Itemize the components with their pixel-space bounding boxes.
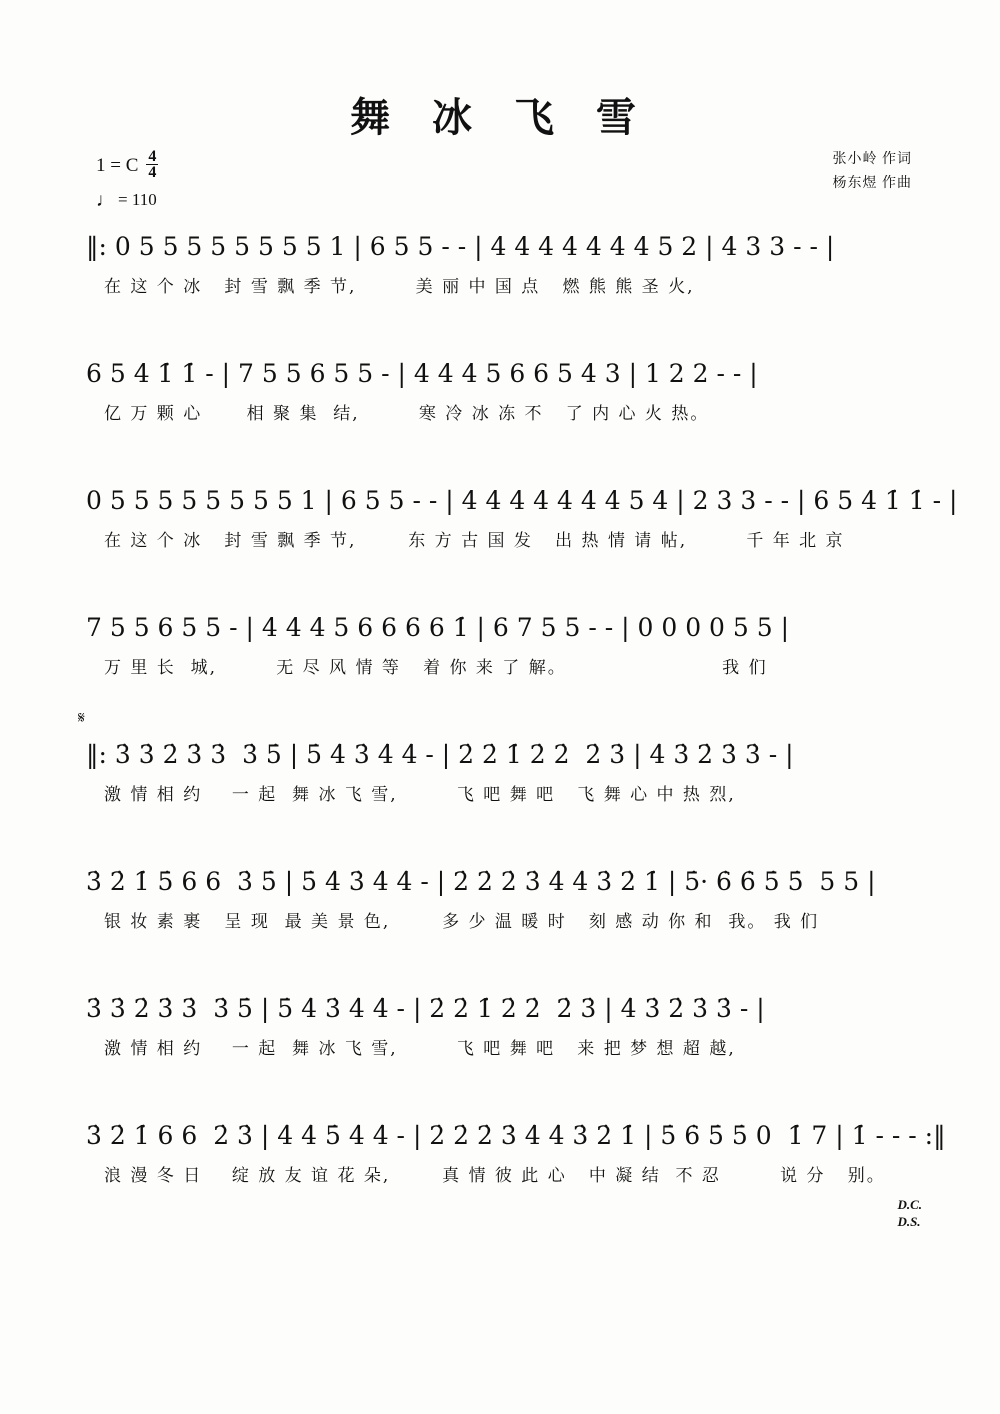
lyrics-line: 万 里 长 城, 无 尽 风 情 等 着 你 来 了 解。 我 们 (104, 658, 768, 678)
notation-line: 7 5 5 6 5 5 - | 4 4 4 5 6 6 6 6 1̇ | 6 7 5 5 - - | 0 0 0 0 5 5 | (86, 612, 790, 642)
system-7 (0, 980, 1000, 1059)
notation-line: ‖: 0 5 5 5 5 5 5 5 5 1 | 6 5 5 - - | 4 4 4 4 4 4 4 5 2 | 4 3 3 - - | (86, 231, 835, 261)
system-5 (0, 710, 1000, 805)
system-1 (0, 218, 1000, 297)
notation-line: 6 5 4 1̇ 1̇ - | 7 5 5 6 5 5 - | 4 4 4 5 6 6 5 4 3 | 1 2 2 - - | (86, 358, 758, 388)
system-6 (0, 853, 1000, 932)
lyrics-line: 在 这 个 冰 封 雪 飘 季 节, 美 丽 中 国 点 燃 熊 熊 圣 火, (104, 277, 695, 297)
time-numerator: 4 (148, 148, 157, 165)
key-label: 1 = C (96, 154, 139, 176)
key-signature-block (96, 150, 158, 211)
notation-line: 3̇ 2̇ 1̇ 6 6 2̇ 3̇ | 4̇ 4̇ 5̇ 4̇ 4̇ - | 2̇ 2̇ 2̇ 3̇ 4̇ 4̇ 3̇ 2̇ 1̇ | 5̇ 6̇ 5̇ 5̇ 0 1̇ 7 | 1̇ - - - :‖ (86, 1120, 946, 1150)
time-denominator: 4 (148, 164, 157, 182)
lyrics-line: 激 情 相 约 一 起 舞 冰 飞 雪, 飞 吧 舞 吧 飞 舞 心 中 热 烈, (104, 785, 736, 805)
system-8 (0, 1107, 1000, 1229)
system-4 (0, 599, 1000, 678)
page-title: 舞 冰 飞 雪 (350, 94, 650, 141)
notation-line: ‖: 3̇ 3̇ 2̇ 3̇ 3̇ 3̇ 5̇ | 5̇ 4̇ 3̇ 4̇ 4̇ - | 2̇ 2̇ 1̇ 2̇ 2̇ 2̇ 3̇ | 4̇ 3̇ 2̇ 3̇ 3̇ - | (86, 739, 794, 769)
notation-line: 3̇ 3̇ 2̇ 3̇ 3̇ 3̇ 5̇ | 5̇ 4̇ 3̇ 4̇ 4̇ - | 2̇ 2̇ 1̇ 2̇ 2̇ 2̇ 3̇ | 4̇ 3̇ 2̇ 3̇ 3̇ - | (86, 993, 765, 1023)
key-line (96, 150, 158, 181)
segno-sign-icon: 𝄋 (78, 710, 85, 727)
repeat-instruction (897, 1196, 922, 1230)
lyrics-line: 在 这 个 冰 封 雪 飘 季 节, 东 方 古 国 发 出 热 情 请 帖, 千 年 北 京 (104, 531, 845, 551)
tempo-value: = 110 (118, 190, 157, 210)
tempo-marking (96, 189, 158, 211)
ds-mark: D.S. (897, 1214, 921, 1229)
lyrics-line: 浪 漫 冬 日 绽 放 友 谊 花 朵, 真 情 彼 此 心 中 凝 结 不 忍 说 分 别。 (104, 1166, 886, 1186)
system-2 (0, 345, 1000, 424)
notation-line: 0 5 5 5 5 5 5 5 5 1 | 6 5 5 - - | 4 4 4 4 4 4 4 5 4 | 2 3 3 - - | 6 5 4 1̇ 1̇ - | (86, 485, 958, 515)
dc-mark: D.C. (897, 1197, 922, 1212)
lyrics-line: 亿 万 颗 心 相 聚 集 结, 寒 冷 冰 冻 不 了 内 心 火 热。 (104, 404, 710, 424)
credits-block (833, 148, 913, 196)
lyrics-line: 银 妆 素 裹 呈 现 最 美 景 色, 多 少 温 暖 时 刻 感 动 你 和 我。 我 们 (104, 912, 820, 932)
composer-credit: 杨东煜 作曲 (832, 176, 912, 191)
lyrics-line: 激 情 相 约 一 起 舞 冰 飞 雪, 飞 吧 舞 吧 来 把 梦 想 超 越, (104, 1039, 736, 1059)
quarter-note-icon: ♩ (96, 189, 115, 211)
notation-line: 3̇ 2̇ 1̇ 5̇ 6 6 3̇ 5̇ | 5̇ 4̇ 3̇ 4̇ 4̇ - | 2̇ 2̇ 2̇ 3̇ 4̇ 4̇ 3̇ 2̇ 1̇ | 5̇· 6̇ 6̇ 5̇ 5̇ 5 5 | (86, 866, 876, 896)
system-3 (0, 472, 1000, 551)
lyricist-credit: 张小岭 作词 (832, 152, 912, 167)
time-signature (146, 149, 158, 180)
music-systems (0, 218, 1000, 1234)
